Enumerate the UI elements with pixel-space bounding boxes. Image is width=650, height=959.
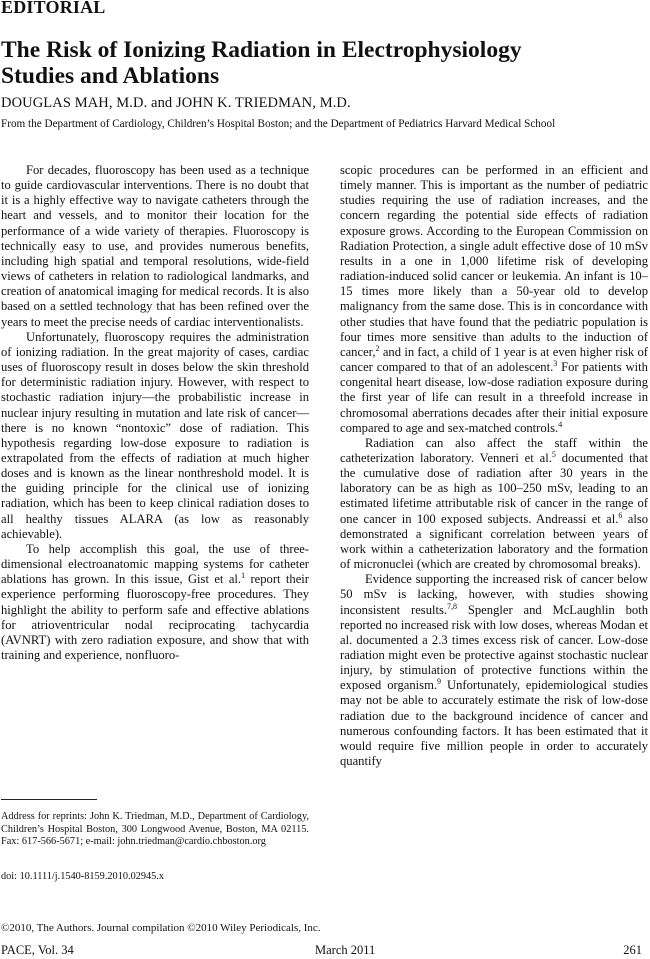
reprint-address: Address for reprints: John K. Triedman, M.D., Department of Cardiology, Children’s Hospital Boston, 300 Longwood Avenue, Boston, MA 02115. Fax: 617-566-5671; e-mail: john.triedman@cardio.chboston.org [1,811,309,848]
paragraph [340,436,648,572]
issue-date: March 2011 [315,943,376,957]
left-column [1,163,309,663]
reference-marker[interactable]: 9 [437,677,442,687]
footnote-divider [1,799,97,800]
paragraph-text: Evidence supporting the increased risk of cancer below 50 mSv is lacking, however, with studies showing inconsistent results. [340,572,648,617]
journal-volume: PACE, Vol. 34 [1,943,74,957]
paragraph-text: Radiation can also affect the staff within the catheterization laboratory. Venneri et al. [340,435,648,465]
article-title [1,37,641,89]
paragraph-text: To help accomplish this goal, the use of three-dimensional electroanatomic mapping systems for catheter ablations has grown. In this issue, Gist et al. [1,541,309,587]
reference-marker[interactable]: 7,8 [447,601,458,611]
paragraph-text: scopic procedures can be performed in an efficient and timely manner. This is important as the number of pediatric studies requiring the use of radiation increases, and the concern regarding the potential side effects of radiation exposure grows. According to the European Commission on Radiation Protection, a single adult effective dose of 10 mSv results in a one in 1,000 lifetime risk of developing radiation-induced solid cancer or leukemia. An infant is 10–15 times more likely than a 50-year old to develop malignancy from the same dose. This is in concordance with other studies that have found that the pediatric population is four times more sensitive than adults to the induction of cancer, [340,163,648,359]
title-line-1: The Risk of Ionizing Radiation in Electrophysiology [1,37,522,63]
doi[interactable]: doi: 10.1111/j.1540-8159.2010.02945.x [1,871,165,882]
paragraph: For decades, fluoroscopy has been used as a technique to guide cardiovascular interventions. There is no doubt that it is a highly effective way to navigate catheters through the heart and vessels, and to monitor their location for the performance of a wide variety of therapies. Fluoroscopy is technically easy to use, and provides numerous benefits, including high spatial and temporal resolutions, wide-field views of catheters in relation to radiological landmarks, and creation of anatomical imaging for medical records. It is also based on a settled technology that has been refined over the years to meet the precise needs of cardiac interventionalists. [1,163,309,329]
paragraph [1,542,309,663]
right-column [340,163,648,769]
affiliation: From the Department of Cardiology, Children’s Hospital Boston; and the Department of Pediatrics Harvard Medical School [1,118,556,130]
reference-marker[interactable]: 1 [241,571,246,581]
paragraph-text: Unfortunately, epidemiological studies may not be able to accurately estimate the risk of low-dose radiation due to the background incidence of cancer and numerous confounding factors. It has been estimated that it would require five million people in order to accurately quantify [340,678,648,769]
paragraph [340,163,648,436]
reference-marker[interactable]: 6 [618,510,623,520]
paragraph-text: report their experience performing fluoroscopy-free procedures. They highlight the ability to perform safe and effective ablations for atrioventricular nodal reciprocating tachycardia (AVNRT) with zero radiation exposure, and show that with training and experience, nonfluoro- [1,572,309,662]
page-number: 261 [623,943,642,957]
reference-marker[interactable]: 3 [553,358,558,368]
title-line-2: Studies and Ablations [1,63,220,89]
paragraph-text: also demonstrated a significant correlation between years of work within a catheterization laboratory and the formation of micronuclei (which are created by chromosomal breaks). [340,511,649,572]
paragraph: Unfortunately, fluoroscopy requires the administration of ionizing radiation. In the great majority of cases, cardiac uses of fluoroscopy result in doses below the skin threshold for deterministic radiation injury. However, with respect to stochastic radiation injury—the probabilistic increase in nuclear injury resulting in mutation and late risk of cancer—there is no known “nontoxic” dose of radiation. This hypothesis regarding low-dose exposure to radiation is extrapolated from the effects of radiation at much higher doses and is known as the linear nonthreshold model. It is the guiding principle for the clinical use of ionizing radiation, which has been to keep clinical radiation doses to all healthy tissues ALARA (as low as reasonably achievable). [1,329,309,541]
reference-marker[interactable]: 5 [551,449,556,459]
section-label: EDITORIAL [1,0,106,17]
reference-marker[interactable]: 2 [375,343,380,353]
paragraph-text: For patients with congenital heart disease, low-dose radiation exposure during the first year of life can result in a threefold increase in chromosomal aberrations decades after their initial exposure compared to age and sex-matched controls. [340,360,648,435]
paragraph-text: Spengler and McLaughlin both reported no increased risk with low doses, whereas Modan et al. documented a 2.3 times excess risk of cancer. Low-dose radiation might even be protective against stochastic nuclear injury, by stimulation of protective functions within the exposed organism. [340,602,648,693]
copyright: ©2010, The Authors. Journal compilation ©2010 Wiley Periodicals, Inc. [1,922,321,934]
paragraph [340,572,648,769]
reference-marker[interactable]: 4 [558,419,563,429]
authors: DOUGLAS MAH, M.D. and JOHN K. TRIEDMAN, M.D. [1,95,351,111]
paragraph-text: documented that the cumulative dose of radiation after 30 years in the laboratory can be as high as 100–250 mSv, leading to an estimated lifetime attributable risk of cancer in the range of one cancer in 100 exposed subjects. Andreassi et al. [340,450,648,526]
paragraph-text: and in fact, a child of 1 year is at even higher risk of cancer compared to that of an adolescent. [340,344,648,375]
